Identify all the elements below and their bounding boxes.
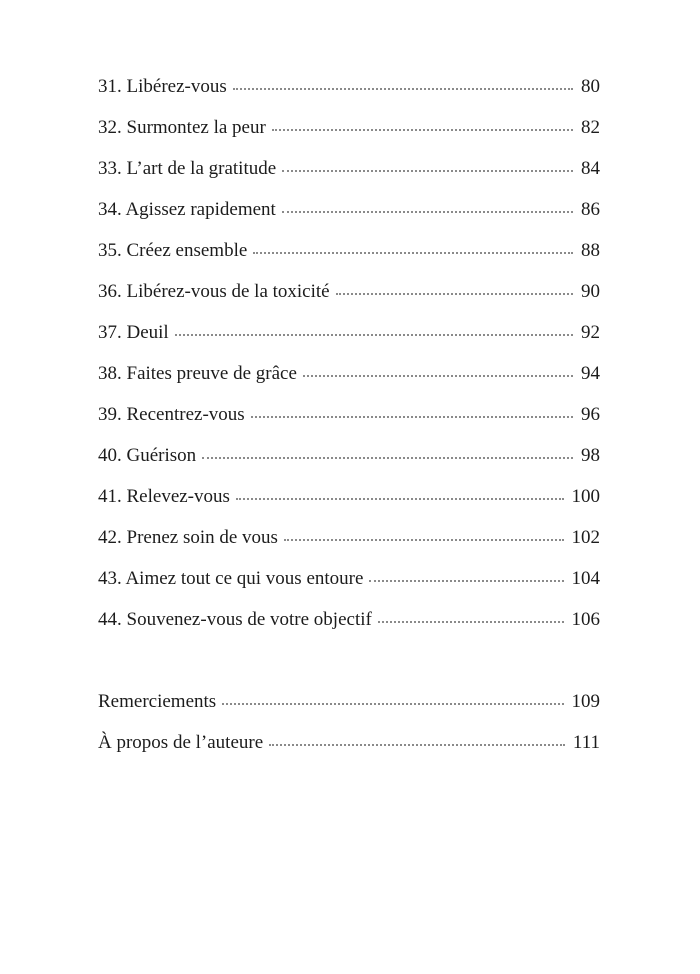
toc-entry-title: 39. Recentrez-vous [98,404,245,425]
dot-leader [284,538,564,541]
toc-entry-page: 96 [581,404,600,425]
toc-entry-title: 32. Surmontez la peur [98,117,266,138]
toc-entry-page: 111 [572,732,600,753]
toc-entry-page: 104 [571,568,600,589]
dot-leader [202,456,573,459]
toc-entry-title: 31. Libérez-vous [98,76,227,97]
dot-leader [369,579,563,582]
toc-entry-37 [98,318,600,359]
toc-entry-page: 98 [581,445,600,466]
toc-entry-title: 43. Aimez tout ce qui vous entoure [98,568,364,589]
dot-leader [336,292,573,295]
toc-entry-title: 36. Libérez-vous de la toxicité [98,281,330,302]
toc-entry-page: 100 [571,486,600,507]
toc-entry-page: 84 [581,158,600,179]
dot-leader [303,374,573,377]
toc-entry-title: 33. L’art de la gratitude [98,158,277,179]
toc-entry-41 [98,482,600,523]
toc-entry-title: 38. Faites preuve de grâce [98,363,297,384]
toc-entry-title: 42. Prenez soin de vous [98,527,278,548]
toc-entry-43 [98,564,600,605]
toc-entry-36 [98,277,600,318]
dot-leader [175,333,573,336]
dot-leader [233,87,573,90]
toc-entry-page: 102 [571,527,600,548]
toc-entry-31 [98,72,600,113]
dot-leader [222,702,563,705]
toc-entry-35 [98,236,600,277]
toc-entry-about-author [98,728,600,769]
dot-leader [236,497,564,500]
dot-leader [251,415,573,418]
toc-entry-page: 82 [581,117,600,138]
toc-entry-title: Remerciements [98,691,217,712]
dot-leader [282,210,573,213]
table-of-contents [98,72,600,769]
toc-entry-page: 90 [581,281,600,302]
dot-leader [378,620,564,623]
dot-leader [272,128,573,131]
dot-leader [253,251,573,254]
toc-entry-title: À propos de l’auteure [98,732,264,753]
section-spacer [98,646,600,687]
dot-leader [282,169,573,172]
toc-entry-title: 35. Créez ensemble [98,240,248,261]
toc-entry-42 [98,523,600,564]
toc-entry-page: 106 [571,609,600,630]
toc-entry-title: 41. Relevez-vous [98,486,230,507]
toc-entry-page: 80 [581,76,600,97]
toc-entry-32 [98,113,600,154]
toc-entry-page: 86 [581,199,600,220]
toc-entry-38 [98,359,600,400]
toc-entry-title: 44. Souvenez-vous de votre objectif [98,609,372,630]
toc-entry-page: 92 [581,322,600,343]
toc-entry-acknowledgements [98,687,600,728]
toc-entry-title: 34. Agissez rapidement [98,199,276,220]
toc-entry-page: 109 [571,691,600,712]
toc-entry-title: 40. Guérison [98,445,197,466]
toc-entry-page: 88 [581,240,600,261]
toc-entry-34 [98,195,600,236]
toc-entry-page: 94 [581,363,600,384]
toc-entry-title: 37. Deuil [98,322,169,343]
toc-entry-44 [98,605,600,646]
toc-entry-39 [98,400,600,441]
toc-entry-40 [98,441,600,482]
toc-entry-33 [98,154,600,195]
dot-leader [269,743,565,746]
